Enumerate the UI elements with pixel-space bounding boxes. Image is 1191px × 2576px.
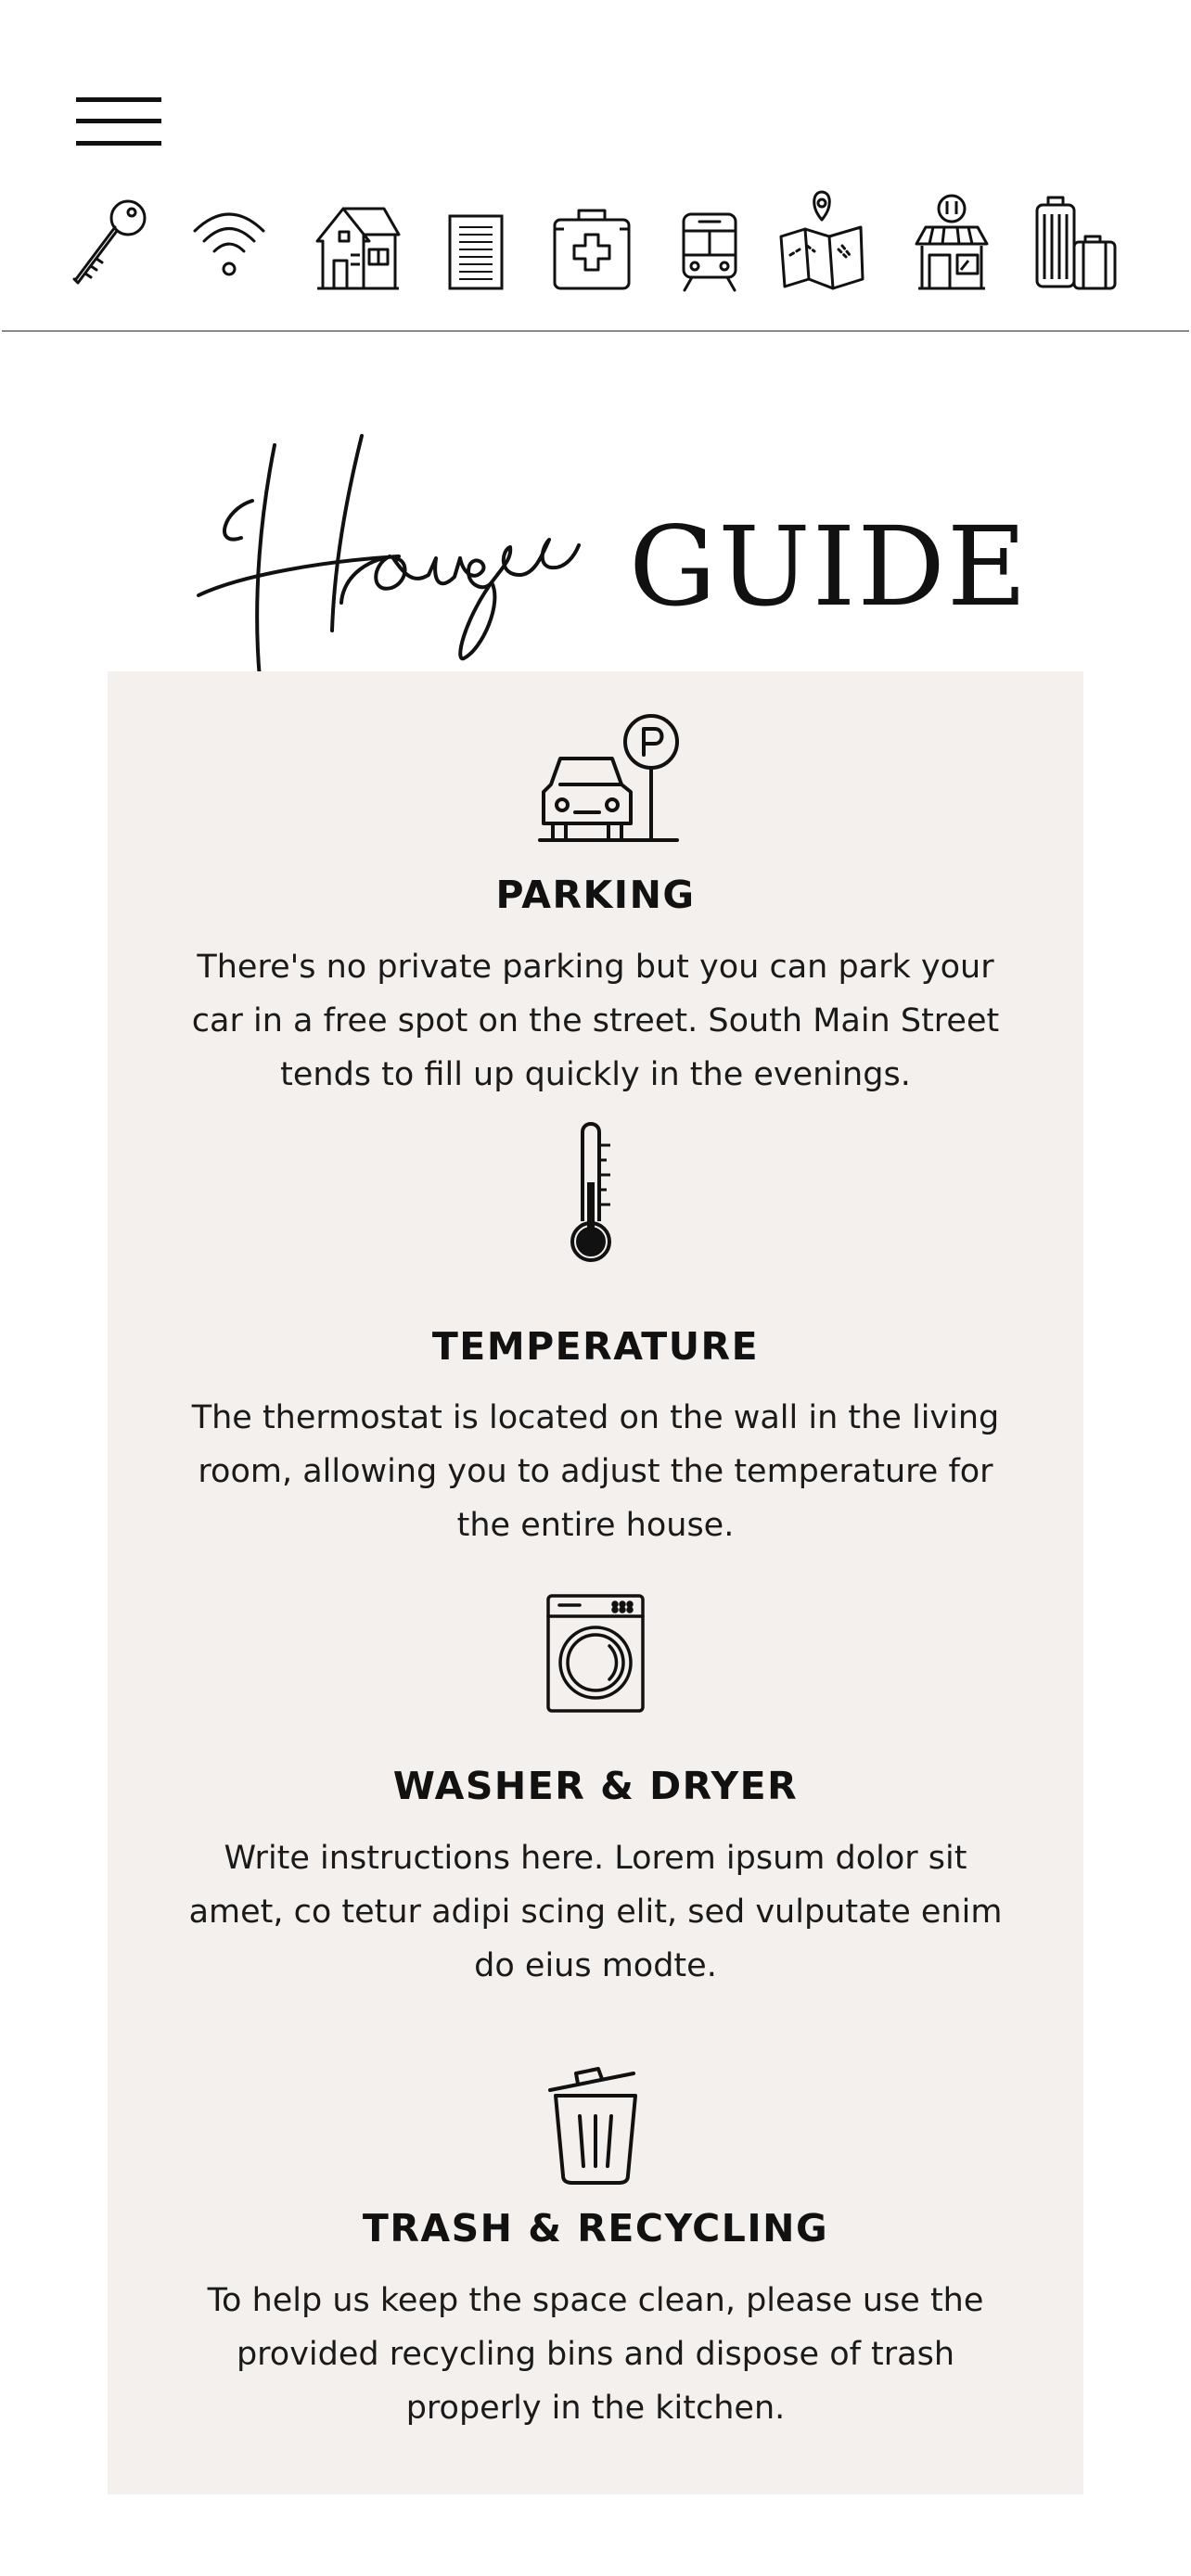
menu-line-top	[76, 97, 161, 102]
key-icon[interactable]	[72, 190, 147, 301]
wifi-icon[interactable]	[191, 190, 267, 301]
menu-line-middle	[76, 119, 161, 123]
section-body: Write instructions here. Lorem ipsum dolor sit amet, co tetur adipi scing elit, sed vulputate enim do eius modte.	[188, 1840, 1003, 1984]
section-temperature	[108, 1121, 1083, 1557]
restaurant-icon[interactable]	[913, 190, 991, 301]
map-icon[interactable]	[777, 190, 866, 301]
parking-car-icon	[108, 714, 1083, 846]
page-title	[186, 436, 1030, 677]
house-icon[interactable]	[314, 190, 403, 301]
section-heading: PARKING	[495, 873, 696, 917]
menu-line-bottom	[76, 141, 161, 146]
title-script-word	[186, 436, 649, 686]
header-divider	[2, 330, 1189, 332]
section-body: To help us keep the space clean, please use the provided recycling bins and dispose of trash properly in the kitchen.	[207, 2282, 984, 2427]
thermometer-icon	[108, 1121, 1083, 1265]
train-icon[interactable]	[679, 190, 740, 301]
section-washer-dryer	[108, 1594, 1083, 2030]
first-aid-kit-icon[interactable]	[551, 190, 633, 301]
section-body: The thermostat is located on the wall in the living room, allowing you to adjust the temperature for the entire house.	[191, 1399, 1000, 1544]
section-trash-recycling	[108, 2059, 1083, 2494]
hamburger-menu-button[interactable]	[76, 97, 161, 146]
section-body: There's no private parking but you can park your car in a free spot on the street. South Main Street tends to fill up quickly in the evenings.	[191, 949, 1000, 1093]
section-heading: TEMPERATURE	[431, 1324, 760, 1369]
document-icon[interactable]	[447, 190, 505, 301]
guide-card	[108, 671, 1083, 2494]
icon-nav-bar	[0, 190, 1191, 301]
section-heading: TRASH & RECYCLING	[362, 2206, 829, 2251]
section-heading: WASHER & DRYER	[392, 1764, 799, 1808]
trash-can-icon	[108, 2059, 1083, 2185]
section-parking	[108, 671, 1083, 1107]
luggage-icon[interactable]	[1030, 190, 1119, 301]
washing-machine-icon	[108, 1594, 1083, 1713]
title-guide-word: GUIDE	[629, 503, 1030, 631]
